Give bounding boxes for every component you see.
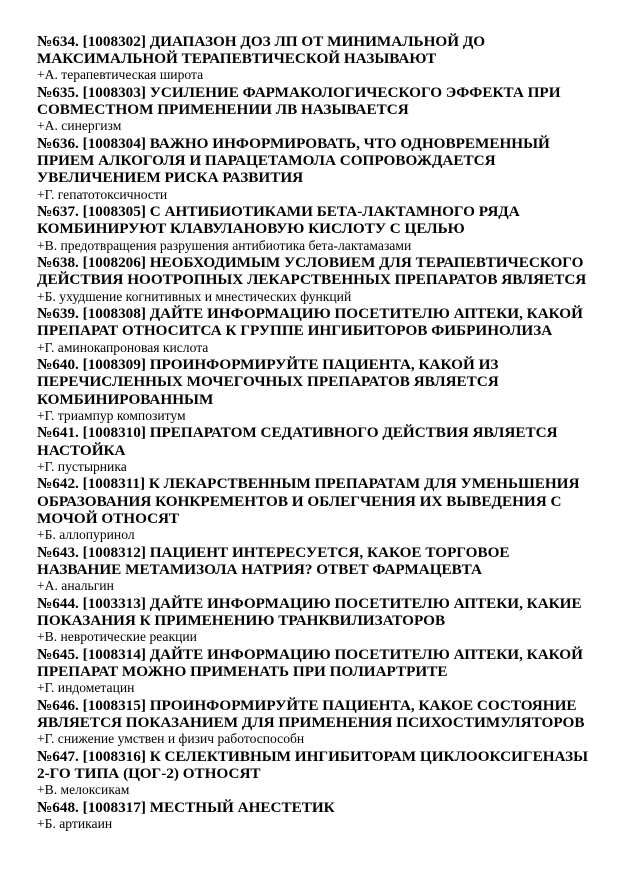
question-item (37, 697, 594, 748)
question-text: №641. [1008310] ПРЕПАРАТОМ СЕДАТИВНОГО ДЕЙСТВИЯ ЯВЛЯЕТСЯ НАСТОЙКА (37, 424, 558, 459)
answer-text: +Г. снижение умствен и физич работоспособн (37, 731, 305, 747)
question-item (37, 254, 594, 305)
question-text: №636. [1008304] ВАЖНО ИНФОРМИРОВАТЬ, ЧТО ОДНОВРЕМЕННЫЙ ПРИЕМ АЛКОГОЛЯ И ПАРАЦЕТАМОЛА СОПРОВОЖДАЕТСЯ УВЕЛИЧЕНИЕМ РИСКА РАЗВИТИЯ (37, 135, 550, 187)
answer-text: +А. синергизм (37, 118, 122, 134)
question-item (37, 748, 594, 799)
question-item (37, 305, 594, 356)
answer-text: +А. анальгин (37, 578, 114, 594)
question-item (37, 203, 594, 254)
question-text: №638. [1008206] НЕОБХОДИМЫМ УСЛОВИЕМ ДЛЯ ТЕРАПЕВТИЧЕСКОГО ДЕЙСТВИЯ НООТРОПНЫХ ЛЕКАРСТВЕННЫХ ПРЕПАРАТОВ ЯВЛЯЕТСЯ (37, 254, 587, 289)
question-text: №634. [1008302] ДИАПАЗОН ДОЗ ЛП ОТ МИНИМАЛЬНОЙ ДО МАКСИМАЛЬНОЙ ТЕРАПЕВТИЧЕСКОЙ НАЗЫВАЮТ (37, 33, 486, 68)
question-item (37, 544, 594, 595)
question-text: №642. [1008311] К ЛЕКАРСТВЕННЫМ ПРЕПАРАТАМ ДЛЯ УМЕНЬШЕНИЯ ОБРАЗОВАНИЯ КОНКРЕМЕНТОВ И ОБЛЕГЧЕНИЯ ИХ ВЫВЕДЕНИЯ С МОЧОЙ ОТНОСЯТ (37, 475, 580, 527)
question-item (37, 646, 594, 697)
question-text: №640. [1008309] ПРОИНФОРМИРУЙТЕ ПАЦИЕНТА, КАКОЙ ИЗ ПЕРЕЧИСЛЕННЫХ МОЧЕГОЧНЫХ ПРЕПАРАТОВ ЯВЛЯЕТСЯ КОМБИНИРОВАННЫМ (37, 356, 499, 408)
answer-text: +В. мелоксикам (37, 782, 130, 798)
question-item (37, 356, 594, 424)
question-text: №643. [1008312] ПАЦИЕНТ ИНТЕРЕСУЕТСЯ, КАКОЕ ТОРГОВОЕ НАЗВАНИЕ МЕТАМИЗОЛА НАТРИЯ? ОТВЕТ ФАРМАЦЕВТА (37, 543, 510, 578)
question-item (37, 595, 594, 646)
question-item (37, 424, 594, 475)
answer-text: +Б. аллопуринол (37, 527, 135, 543)
question-item (37, 84, 594, 135)
answer-text: +Б. артикаин (37, 815, 113, 831)
answer-text: +Б. ухудшение когнитивных и мнестических функций (37, 288, 352, 304)
answer-text: +Г. пустырника (37, 458, 127, 474)
question-item (37, 475, 594, 543)
answer-text: +А. терапевтическая широта (37, 67, 204, 83)
question-item (37, 135, 594, 203)
answer-text: +В. невротические реакции (37, 629, 197, 645)
question-text: №639. [1008308] ДАЙТЕ ИНФОРМАЦИЮ ПОСЕТИТЕЛЮ АПТЕКИ, КАКОЙ ПРЕПАРАТ ОТНОСИТСА К ГРУППЕ ИНГИБИТОРОВ ФИБРИНОЛИЗА (37, 305, 583, 340)
question-text: №635. [1008303] УСИЛЕНИЕ ФАРМАКОЛОГИЧЕСКОГО ЭФФЕКТА ПРИ СОВМЕСТНОМ ПРИМЕНЕНИИ ЛВ НАЗЫВАЕТСЯ (37, 84, 561, 119)
question-text: №648. [1008317] МЕСТНЫЙ АНЕСТЕТИК (37, 798, 335, 816)
question-text: №637. [1008305] С АНТИБИОТИКАМИ БЕТА-ЛАКТАМНОГО РЯДА КОМБИНИРУЮТ КЛАВУЛАНОВУЮ КИСЛОТУ С ЦЕЛЬЮ (37, 203, 520, 238)
question-item (37, 33, 594, 84)
question-item (37, 799, 594, 833)
question-text: №646. [1008315] ПРОИНФОРМИРУЙТЕ ПАЦИЕНТА, КАКОЕ СОСТОЯНИЕ ЯВЛЯЕТСЯ ПОКАЗАНИЕМ ДЛЯ ПРИМЕНЕНИЯ ПСИХОСТИМУЛЯТОРОВ (37, 696, 585, 731)
answer-text: +Г. гепатотоксичности (37, 186, 168, 202)
answer-text: +Г. индометацин (37, 680, 135, 696)
answer-text: +Г. триампур композитум (37, 407, 186, 423)
answer-text: +В. предотвращения разрушения антибиотика бета-лактамазами (37, 237, 412, 253)
answer-text: +Г. аминокапроновая кислота (37, 339, 209, 355)
question-text: №645. [1008314] ДАЙТЕ ИНФОРМАЦИЮ ПОСЕТИТЕЛЮ АПТЕКИ, КАКОЙ ПРЕПАРАТ МОЖНО ПРИМЕНАТЬ ПРИ ПОЛИАРТРИТЕ (37, 645, 583, 680)
question-text: №647. [1008316] К СЕЛЕКТИВНЫМ ИНГИБИТОРАМ ЦИКЛООКСИГЕНАЗЫ 2-ГО ТИПА (ЦОГ-2) ОТНОСЯТ (37, 747, 589, 782)
question-text: №644. [1003313] ДАЙТЕ ИНФОРМАЦИЮ ПОСЕТИТЕЛЮ АПТЕКИ, КАКИЕ ПОКАЗАНИЯ К ПРИМЕНЕНИЮ ТРАНКВИЛИЗАТОРОВ (37, 594, 582, 629)
